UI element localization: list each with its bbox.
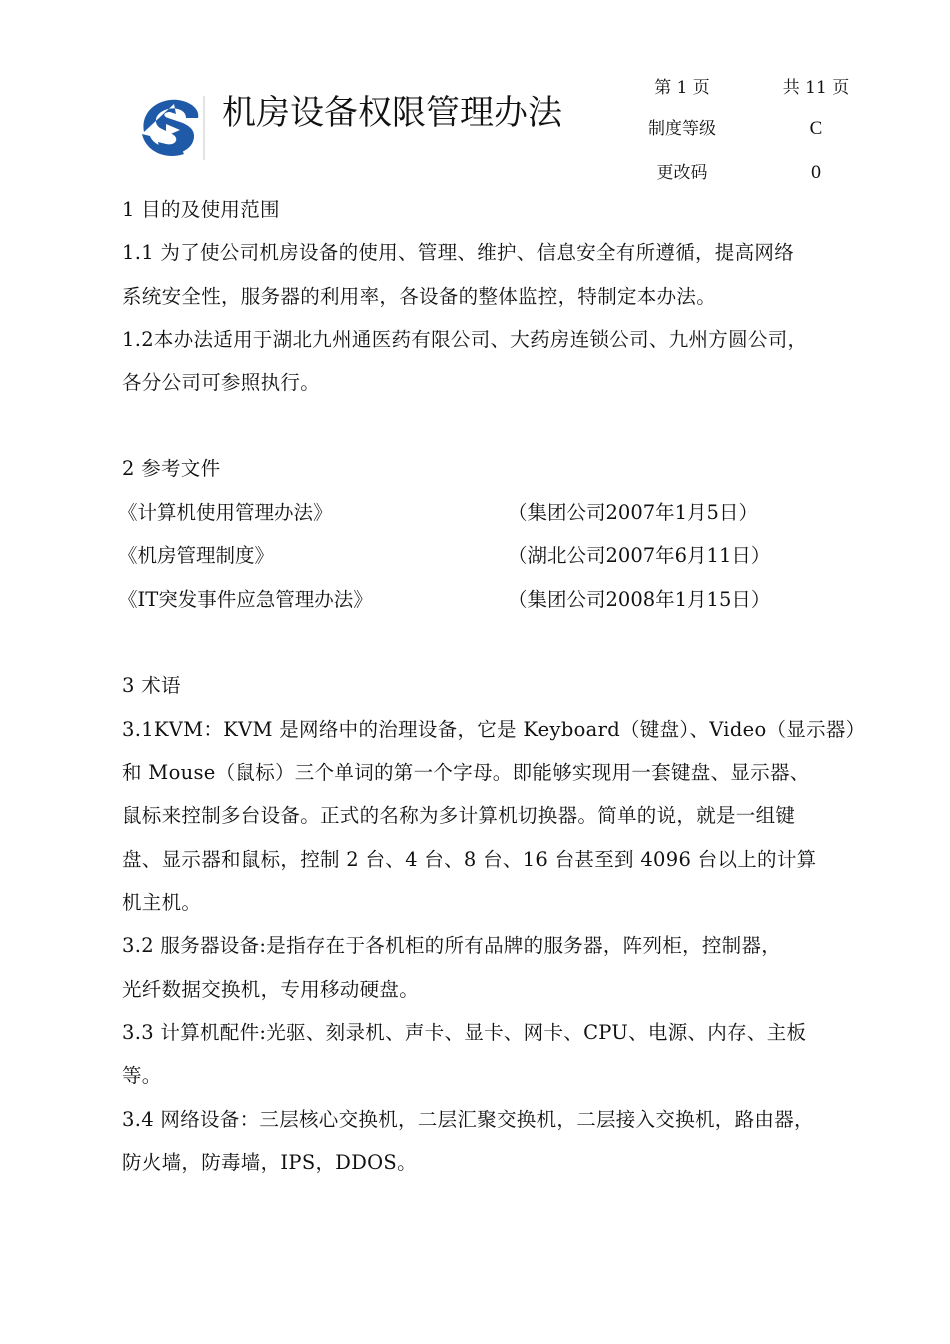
paragraph-line: 1.1 为了使公司机房设备的使用、管理、维护、信息安全有所遵循，提高网络	[122, 241, 795, 264]
paragraph-line: 3.2 服务器设备:是指存在于各机柜的所有品牌的服务器，阵列柜，控制器，	[122, 934, 782, 957]
reference-name: 《机房管理制度》	[118, 544, 275, 567]
section-heading-references: 2 参考文件	[122, 457, 221, 480]
paragraph-line: 光纤数据交换机，专用移动硬盘。	[122, 978, 420, 1001]
paragraph-line: 鼠标来控制多台设备。正式的名称为多计算机切换器。简单的说，就是一组键	[122, 804, 796, 827]
paragraph-line: 各分公司可参照执行。	[122, 371, 321, 394]
paragraph-line: 3.3 计算机配件:光驱、刻录机、声卡、显卡、网卡、CPU、电源、内存、主板	[122, 1021, 807, 1044]
paragraph-line: 盘、显示器和鼠标，控制 2 台、4 台、8 台、16 台甚至到 4096 台以上的计算	[122, 848, 817, 871]
paragraph-line: 系统安全性，服务器的利用率，各设备的整体监控，特制定本办法。	[122, 285, 717, 308]
page-number: 第 1 页	[654, 78, 710, 98]
level-value: C	[809, 118, 823, 139]
paragraph-line: 防火墙，防毒墙，IPS，DDOS。	[122, 1151, 417, 1174]
reference-date: （集团公司2008年1月15日）	[508, 588, 771, 611]
reference-name: 《计算机使用管理办法》	[118, 501, 333, 524]
company-logo	[136, 94, 206, 162]
section-heading-purpose: 1 目的及使用范围	[122, 198, 280, 221]
level-label: 制度等级	[648, 119, 716, 139]
reference-date: （湖北公司2007年6月11日）	[508, 544, 771, 567]
revision-value: 0	[810, 163, 822, 183]
total-pages: 共 11 页	[782, 78, 850, 98]
paragraph-line: 1.2本办法适用于湖北九州通医药有限公司、大药房连锁公司、九州方圆公司，	[122, 328, 808, 351]
paragraph-line: 机主机。	[122, 891, 202, 914]
paragraph-line: 等。	[122, 1064, 162, 1087]
reference-name: 《IT突发事件应急管理办法》	[118, 588, 373, 611]
section-heading-terms: 3 术语	[122, 674, 181, 697]
revision-label: 更改码	[656, 163, 708, 183]
paragraph-line: 3.4 网络设备：三层核心交换机，二层汇聚交换机，二层接入交换机，路由器，	[122, 1108, 814, 1131]
document-title: 机房设备权限管理办法	[222, 93, 562, 133]
paragraph-line: 3.1KVM：KVM 是网络中的治理设备，它是 Keyboard（键盘）、Video（显示器）	[122, 718, 866, 741]
paragraph-line: 和 Mouse（鼠标）三个单词的第一个字母。即能够实现用一套键盘、显示器、	[122, 761, 810, 784]
reference-date: （集团公司2007年1月5日）	[508, 501, 758, 524]
